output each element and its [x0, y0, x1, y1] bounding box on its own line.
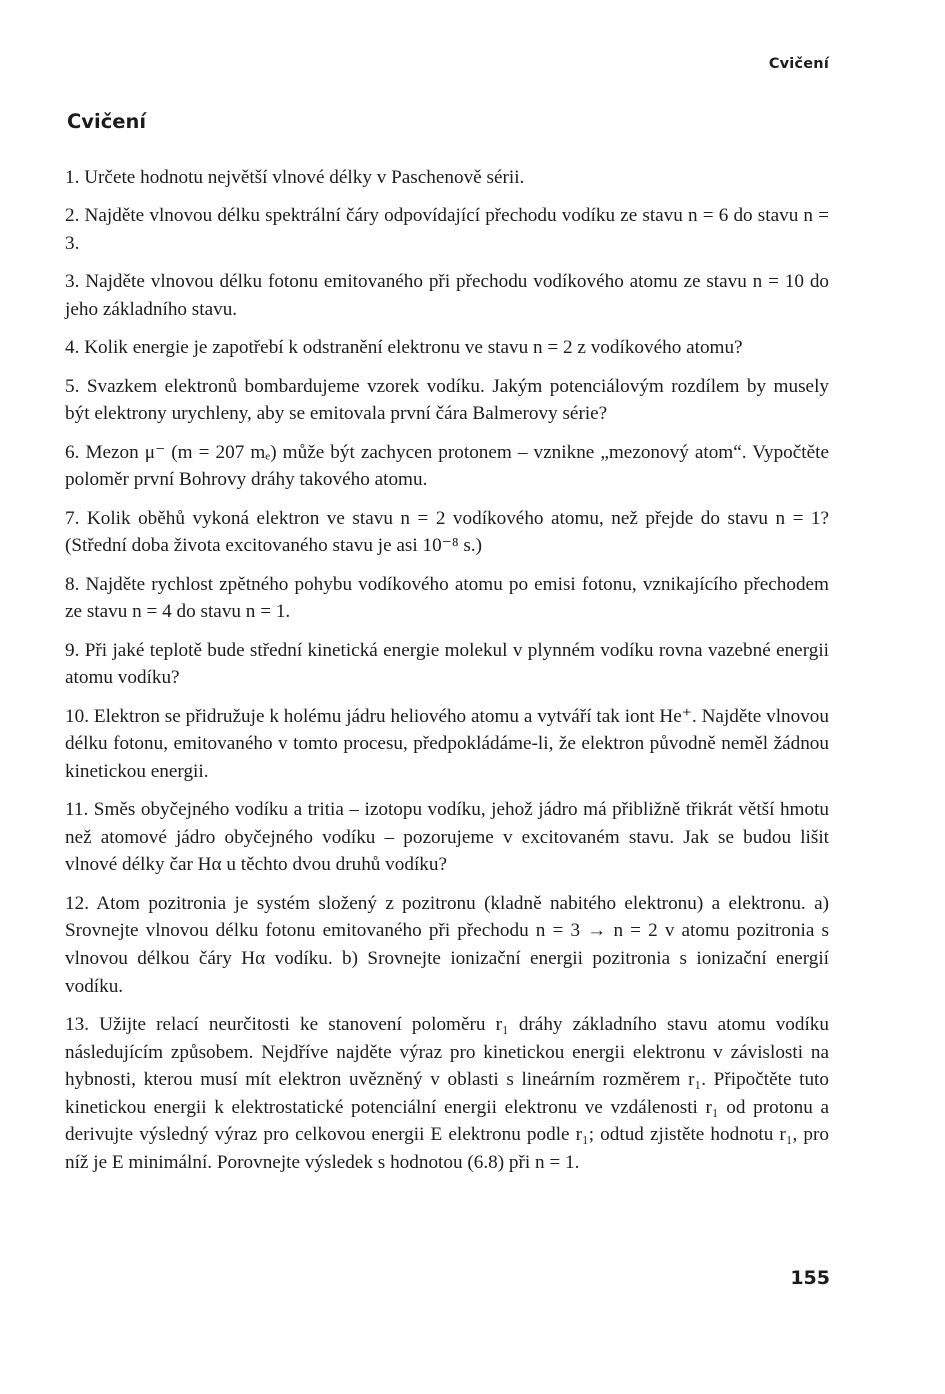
- exercise-item: 6. Mezon μ⁻ (m = 207 mₑ) může být zachycen protonem – vznikne „mezonový atom“. Vypočtěte poloměr první Bohrovy dráhy takového atomu.: [65, 441, 829, 491]
- exercise-item: 13. Užijte relací neurčitosti ke stanovení poloměru r₁ dráhy základního stavu atomu vodíku následujícím způsobem. Nejdříve najděte výraz pro kinetickou energii elektronu v závislosti na hybnosti, kterou musí mít elektron uvězněný v oblasti s lineárním rozměrem r₁. Připočtěte tuto kinetickou energii k elektrostatické potenciální energii elektronu ve vzdálenosti r₁ od protonu a derivujte výsledný výraz pro celkovou energii E elektronu podle r₁; odtud zjistěte hodnotu r₁, pro níž je E minimální. Porovnejte výsledek s hodnotou (6.8) při n = 1.: [65, 1014, 829, 1173]
- exercise-item: 10. Elektron se přidružuje k holému jádru heliového atomu a vytváří tak iont He⁺. Najděte vlnovou délku fotonu, emitovaného v tomto procesu, předpokládáme-li, že elektron původně neměl žádnou kinetickou energii.: [65, 705, 829, 782]
- exercise-item: 12. Atom pozitronia je systém složený z pozitronu (kladně nabitého elektronu) a elektronu. a) Srovnejte vlnovou délku fotonu emitovaného při přechodu n = 3 → n = 2 v atomu pozitronia s vlnovou délkou čáry Hα vodíku. b) Srovnejte ionizační energii pozitronia s ionizační energií vodíku.: [65, 892, 829, 997]
- exercise-item: 7. Kolik oběhů vykoná elektron ve stavu n = 2 vodíkového atomu, než přejde do stavu n = 1? (Střední doba života excitovaného stavu je asi 10⁻⁸ s.): [65, 507, 829, 557]
- exercise-item: 5. Svazkem elektronů bombardujeme vzorek vodíku. Jakým potenciálovým rozdílem by musely být elektrony urychleny, aby se emitovala první čára Balmerovy série?: [65, 375, 829, 425]
- exercise-item: 4. Kolik energie je zapotřebí k odstranění elektronu ve stavu n = 2 z vodíkového atomu?: [65, 337, 743, 359]
- exercise-item: 2. Najděte vlnovou délku spektrální čáry odpovídající přechodu vodíku ze stavu n = 6 do stavu n = 3.: [65, 205, 829, 254]
- running-head: Cvičení: [768, 56, 829, 72]
- page-number: 155: [790, 1267, 830, 1289]
- exercise-item: 1. Určete hodnotu největší vlnové délky v Paschenově sérii.: [65, 167, 525, 188]
- exercise-item: 8. Najděte rychlost zpětného pohybu vodíkového atomu po emisi fotonu, vznikajícího přechodem ze stavu n = 4 do stavu n = 1.: [65, 573, 829, 623]
- exercise-item: 3. Najděte vlnovou délku fotonu emitovaného při přechodu vodíkového atomu ze stavu n = 10 do jeho základního stavu.: [65, 271, 829, 320]
- exercise-item: 9. Při jaké teplotě bude střední kinetická energie molekul v plynném vodíku rovna vazebné energii atomu vodíku?: [65, 639, 829, 689]
- section-title: Cvičení: [67, 110, 147, 133]
- exercise-item: 11. Směs obyčejného vodíku a tritia – izotopu vodíku, jehož jádro má přibližně třikrát větší hmotu než atomové jádro obyčejného vodíku – pozorujeme v excitovaném stavu. Jak se budou lišit vlnové délky čar Hα u těchto dvou druhů vodíku?: [65, 799, 829, 876]
- exercise-list: [65, 164, 829, 1187]
